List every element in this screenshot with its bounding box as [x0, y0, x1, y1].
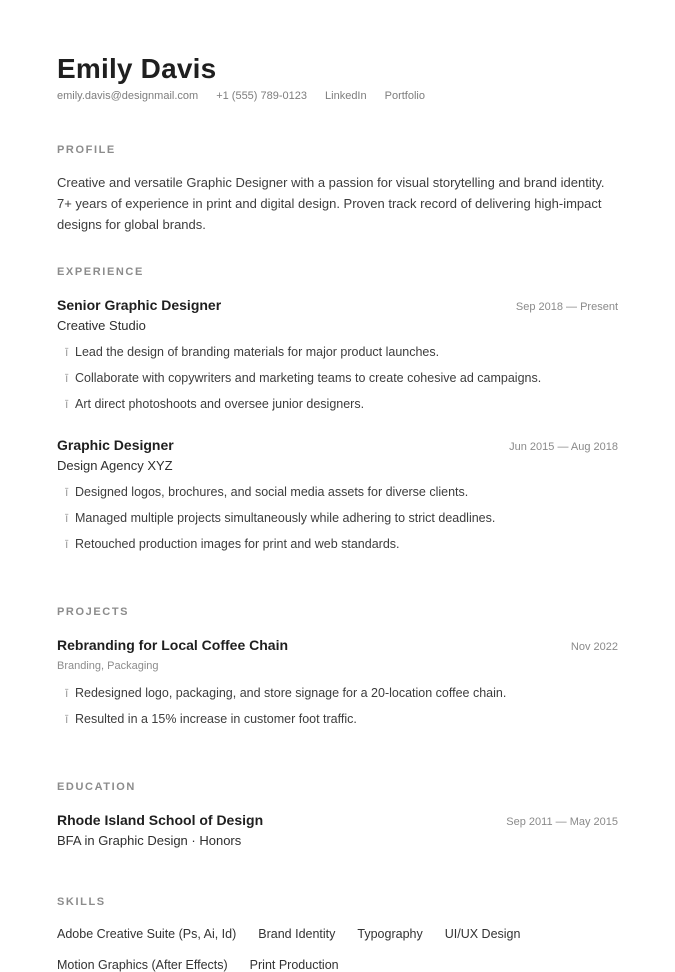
section-heading-profile: PROFILE	[57, 144, 116, 156]
bullet-text: Managed multiple projects simultaneously while adhering to strict deadlines.	[75, 511, 496, 525]
degree: BFA in Graphic Design · Honors	[57, 833, 242, 848]
bullet-list	[57, 344, 618, 412]
contact-portfolio-link[interactable]: Portfolio	[384, 90, 425, 102]
job-company: Design Agency XYZ	[57, 458, 173, 473]
bullet-text: Collaborate with copywriters and marketing teams to create cohesive ad campaigns.	[75, 371, 542, 385]
section-heading-projects: PROJECTS	[57, 606, 130, 618]
education-date-range: Sep 2011 — May 2015	[506, 816, 618, 828]
school-name: Rhode Island School of Design	[57, 812, 264, 828]
bullet-icon: ī	[65, 686, 69, 700]
job-company: Creative Studio	[57, 318, 146, 333]
bullet-text: Retouched production images for print and web standards.	[75, 537, 400, 551]
bullet-text: Designed logos, brochures, and social media assets for diverse clients.	[75, 485, 469, 499]
entry-head	[57, 811, 618, 829]
job-date-range: Sep 2018 — Present	[515, 301, 618, 313]
profile-summary: Creative and versatile Graphic Designer with a passion for visual storytelling and brand identity. 7+ years of experience in print and digital design. Proven track record of delivering high-impact designs for global brands.	[57, 175, 605, 232]
project-date: Nov 2022	[570, 641, 618, 653]
bullet-text: Art direct photoshoots and oversee junior designers.	[75, 397, 365, 411]
experience-entry	[57, 436, 618, 552]
bullet-list	[57, 484, 618, 552]
bullet-item	[57, 344, 618, 360]
education-entry	[57, 811, 618, 849]
bullet-item	[57, 370, 618, 386]
bullet-text: Redesigned logo, packaging, and store signage for a 20-location coffee chain.	[75, 686, 507, 700]
bullet-icon: ī	[65, 511, 69, 525]
bullet-item	[57, 536, 618, 552]
bullet-icon: ī	[65, 397, 69, 411]
bullet-text: Lead the design of branding materials for major product launches.	[75, 345, 440, 359]
experience-entry	[57, 296, 618, 412]
job-date-range: Jun 2015 — Aug 2018	[509, 441, 618, 453]
project-tags: Branding, Packaging	[57, 660, 159, 672]
skill-item: Adobe Creative Suite (Ps, Ai, Id)	[57, 927, 237, 941]
entry-head	[57, 296, 618, 314]
bullet-item	[57, 510, 618, 526]
skills-list	[57, 927, 618, 972]
bullet-text: Resulted in a 15% increase in customer foot traffic.	[75, 712, 357, 726]
contact-phone: +1 (555) 789-0123	[216, 90, 308, 102]
contact-email: emily.davis@designmail.com	[57, 90, 199, 102]
section-heading-experience: EXPERIENCE	[57, 266, 144, 278]
job-title: Graphic Designer	[57, 437, 174, 453]
entry-head	[57, 436, 618, 454]
job-title: Senior Graphic Designer	[57, 297, 222, 313]
contact-row	[57, 90, 618, 102]
skill-item: Print Production	[249, 958, 339, 972]
resume-header	[57, 52, 618, 102]
contact-linkedin-link[interactable]: LinkedIn	[325, 90, 367, 102]
entry-head	[57, 636, 618, 654]
bullet-icon: ī	[65, 371, 69, 385]
bullet-icon: ī	[65, 345, 69, 359]
project-title: Rebranding for Local Coffee Chain	[57, 637, 289, 653]
bullet-icon: ī	[65, 485, 69, 499]
section-heading-skills: SKILLS	[57, 896, 106, 908]
bullet-item	[57, 711, 618, 727]
project-entry	[57, 636, 618, 727]
section-heading-education: EDUCATION	[57, 781, 136, 793]
bullet-icon: ī	[65, 712, 69, 726]
bullet-icon: ī	[65, 537, 69, 551]
candidate-name: Emily Davis	[57, 53, 217, 84]
skill-item: UI/UX Design	[444, 927, 521, 941]
bullet-item	[57, 484, 618, 500]
skill-item: Motion Graphics (After Effects)	[57, 958, 228, 972]
bullet-list	[57, 685, 618, 727]
bullet-item	[57, 396, 618, 412]
skill-item: Typography	[357, 927, 423, 941]
bullet-item	[57, 685, 618, 701]
skill-item: Brand Identity	[258, 927, 336, 941]
